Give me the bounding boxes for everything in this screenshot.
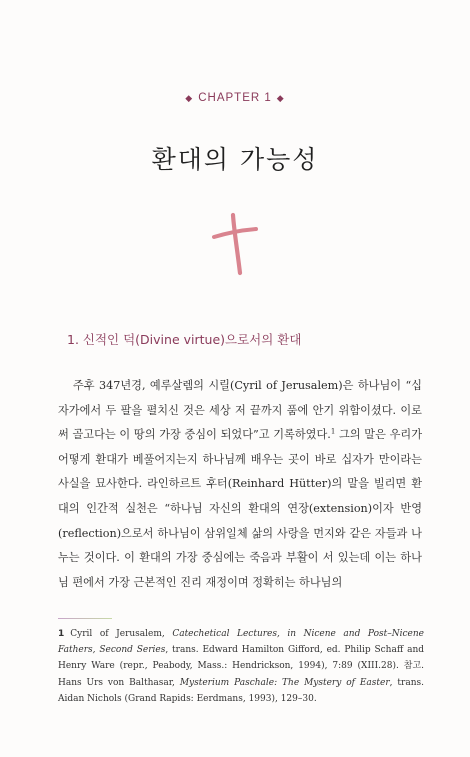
footnote (58, 626, 424, 707)
diamond-ornament-left: ◆ (185, 93, 194, 103)
footnote-title-2: Mysterium Paschale: The Mystery of Easter (179, 677, 390, 688)
paragraph-text-1: 주후 347년경, 예루살렘의 시릴(Cyril of Jerusalem)은 하나님이 “십자가에서 두 팔을 펼치신 것은 세상 저 끝까지 품에 안기 위함이셨다. 이로써 골고다는 이 땅의 가장 중심이 되었다”고 기록하였다. (58, 379, 422, 442)
chapter-number: CHAPTER 1 (198, 92, 272, 104)
footnote-title-1: Catechetical Lectures, in Nicene and Post–Nicene Fathers, Second Series (58, 629, 424, 656)
footnote-text-1: Cyril of Jerusalem, (70, 629, 173, 639)
cross-vertical-stroke (233, 215, 240, 273)
footnote-reference[interactable]: 1 (330, 427, 336, 436)
paragraph-text-2: 그의 말은 우리가 어떻게 환대가 베풀어지는지 하나님께 배우는 곳이 바로 십자가 만이라는 사실을 묘사한다. 라인하르트 후터(Reinhard Hütter)의 말을 빌리면 환대의 인간적 실천은 “하나님 자신의 환대의 연장(extension)이자 반영(reflection)으로서 하나님이 삼위일체 삶의 사랑을 먼지와 같은 자들과 나누는 것이다. 이 환대의 가장 중심에는 죽음과 부활이 서 있는데 이는 하나님 편에서 가장 근본적인 진리 재정이며 정확히는 하나님의 (58, 428, 422, 589)
body-text (58, 374, 422, 595)
footnote-divider (58, 618, 112, 619)
footnote-text-2: , trans. Edward Hamilton Gifford, ed. Philip Schaff and Henry Ware (repr., Peabody, Mass.: Hendrickson, 1994), 7:89 (XIII.28). 참고. Hans Urs von Balthasar, (58, 645, 425, 688)
footnote-number: 1 (58, 629, 65, 639)
section-heading: 1. 신적인 덕(Divine virtue)으로서의 환대 (67, 332, 302, 347)
chapter-label (0, 92, 470, 104)
footnote-text-3: , trans. Aidan Nichols (Grand Rapids: Eerdmans, 1993), 129–30. (58, 677, 424, 704)
cross-icon (211, 212, 259, 276)
chapter-title: 환대의 가능성 (151, 145, 319, 174)
paragraph (58, 374, 422, 595)
diamond-ornament-right: ◆ (276, 93, 285, 103)
